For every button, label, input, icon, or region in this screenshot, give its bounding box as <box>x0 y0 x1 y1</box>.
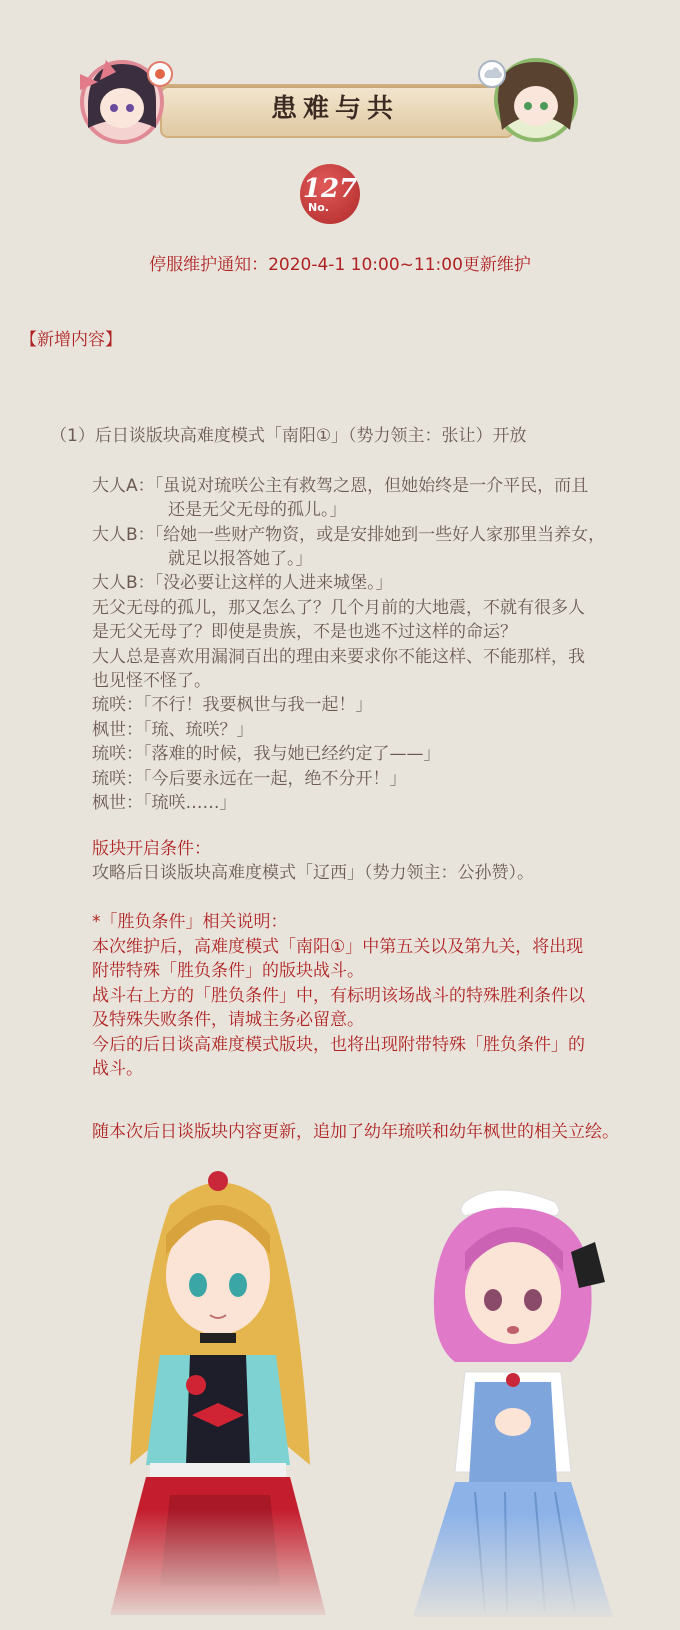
rules-line: 附带特殊「胜负条件」的版块战斗。 <box>92 961 364 981</box>
story-line: 无父无母的孤儿，那又怎么了？几个月前的大地震，不就有很多人 <box>92 598 585 618</box>
story-line: 还是无父无母的孤儿。」 <box>168 500 347 520</box>
unlock-desc: 攻略后日谈版块高难度模式「辽西」（势力领主：公孙赞）。 <box>92 863 534 883</box>
banner-title: 患难与共 <box>270 94 399 124</box>
story-line: 大人B：「给她一些财产物资，或是安排她到一些好人家那里当养女， <box>92 525 606 545</box>
section-title: 【新增内容】 <box>20 330 122 350</box>
story-line: 枫世：「琉、琉咲？」 <box>92 720 254 740</box>
footer-note: 随本次后日谈版块内容更新，追加了幼年琉咲和幼年枫世的相关立绘。 <box>92 1122 619 1142</box>
story-line: 就足以报答她了。」 <box>168 549 313 569</box>
maintenance-notice: 停服维护通知：2020-4-1 10:00~11:00更新维护 <box>149 255 531 275</box>
story-line: 大人B：「没必要让这样的人进来城堡。」 <box>92 573 393 593</box>
rules-line: 战斗。 <box>92 1059 143 1079</box>
story-line: 琉咲：「不行！我要枫世与我一起！」 <box>92 695 373 715</box>
rules-line: *「胜负条件」相关说明： <box>92 912 288 932</box>
story-line: 是无父无母了？即使是贵族，不是也逃不过这样的命运？ <box>92 622 517 642</box>
story-line: 枫世：「琉咲……」 <box>92 793 237 813</box>
item1-title: （1）后日谈版块高难度模式「南阳①」（势力领主：张让）开放 <box>50 426 527 446</box>
young-fuse-illustration-icon <box>395 1172 630 1627</box>
story-line: 琉咲：「落难的时候，我与她已经约定了——」 <box>92 744 441 764</box>
issue-number: 127 <box>302 174 358 204</box>
story-line: 大人总是喜欢用漏洞百出的理由来要求你不能这样、不能那样，我 <box>92 647 585 667</box>
rules-line: 今后的后日谈高难度模式版块，也将出现附带特殊「胜负条件」的 <box>92 1035 585 1055</box>
rules-line: 战斗右上方的「胜负条件」中，有标明该场战斗的特殊胜利条件以 <box>92 986 585 1006</box>
story-line: 大人A：「虽说对琉咲公主有救驾之恩，但她始终是一介平民，而且 <box>92 476 589 496</box>
unlock-title: 版块开启条件： <box>92 839 211 859</box>
story-line: 琉咲：「今后要永远在一起，绝不分开！」 <box>92 769 407 789</box>
rules-line: 本次维护后，高难度模式「南阳①」中第五关以及第九关，将出现 <box>92 937 584 957</box>
young-rusa-illustration-icon <box>100 1165 340 1625</box>
chibi-right-icon <box>470 44 590 149</box>
rules-line: 及特殊失败条件，请城主务必留意。 <box>92 1010 364 1030</box>
chibi-left-icon <box>70 50 180 150</box>
issue-prefix: No. <box>308 201 329 214</box>
story-line: 也见怪不怪了。 <box>92 671 211 691</box>
